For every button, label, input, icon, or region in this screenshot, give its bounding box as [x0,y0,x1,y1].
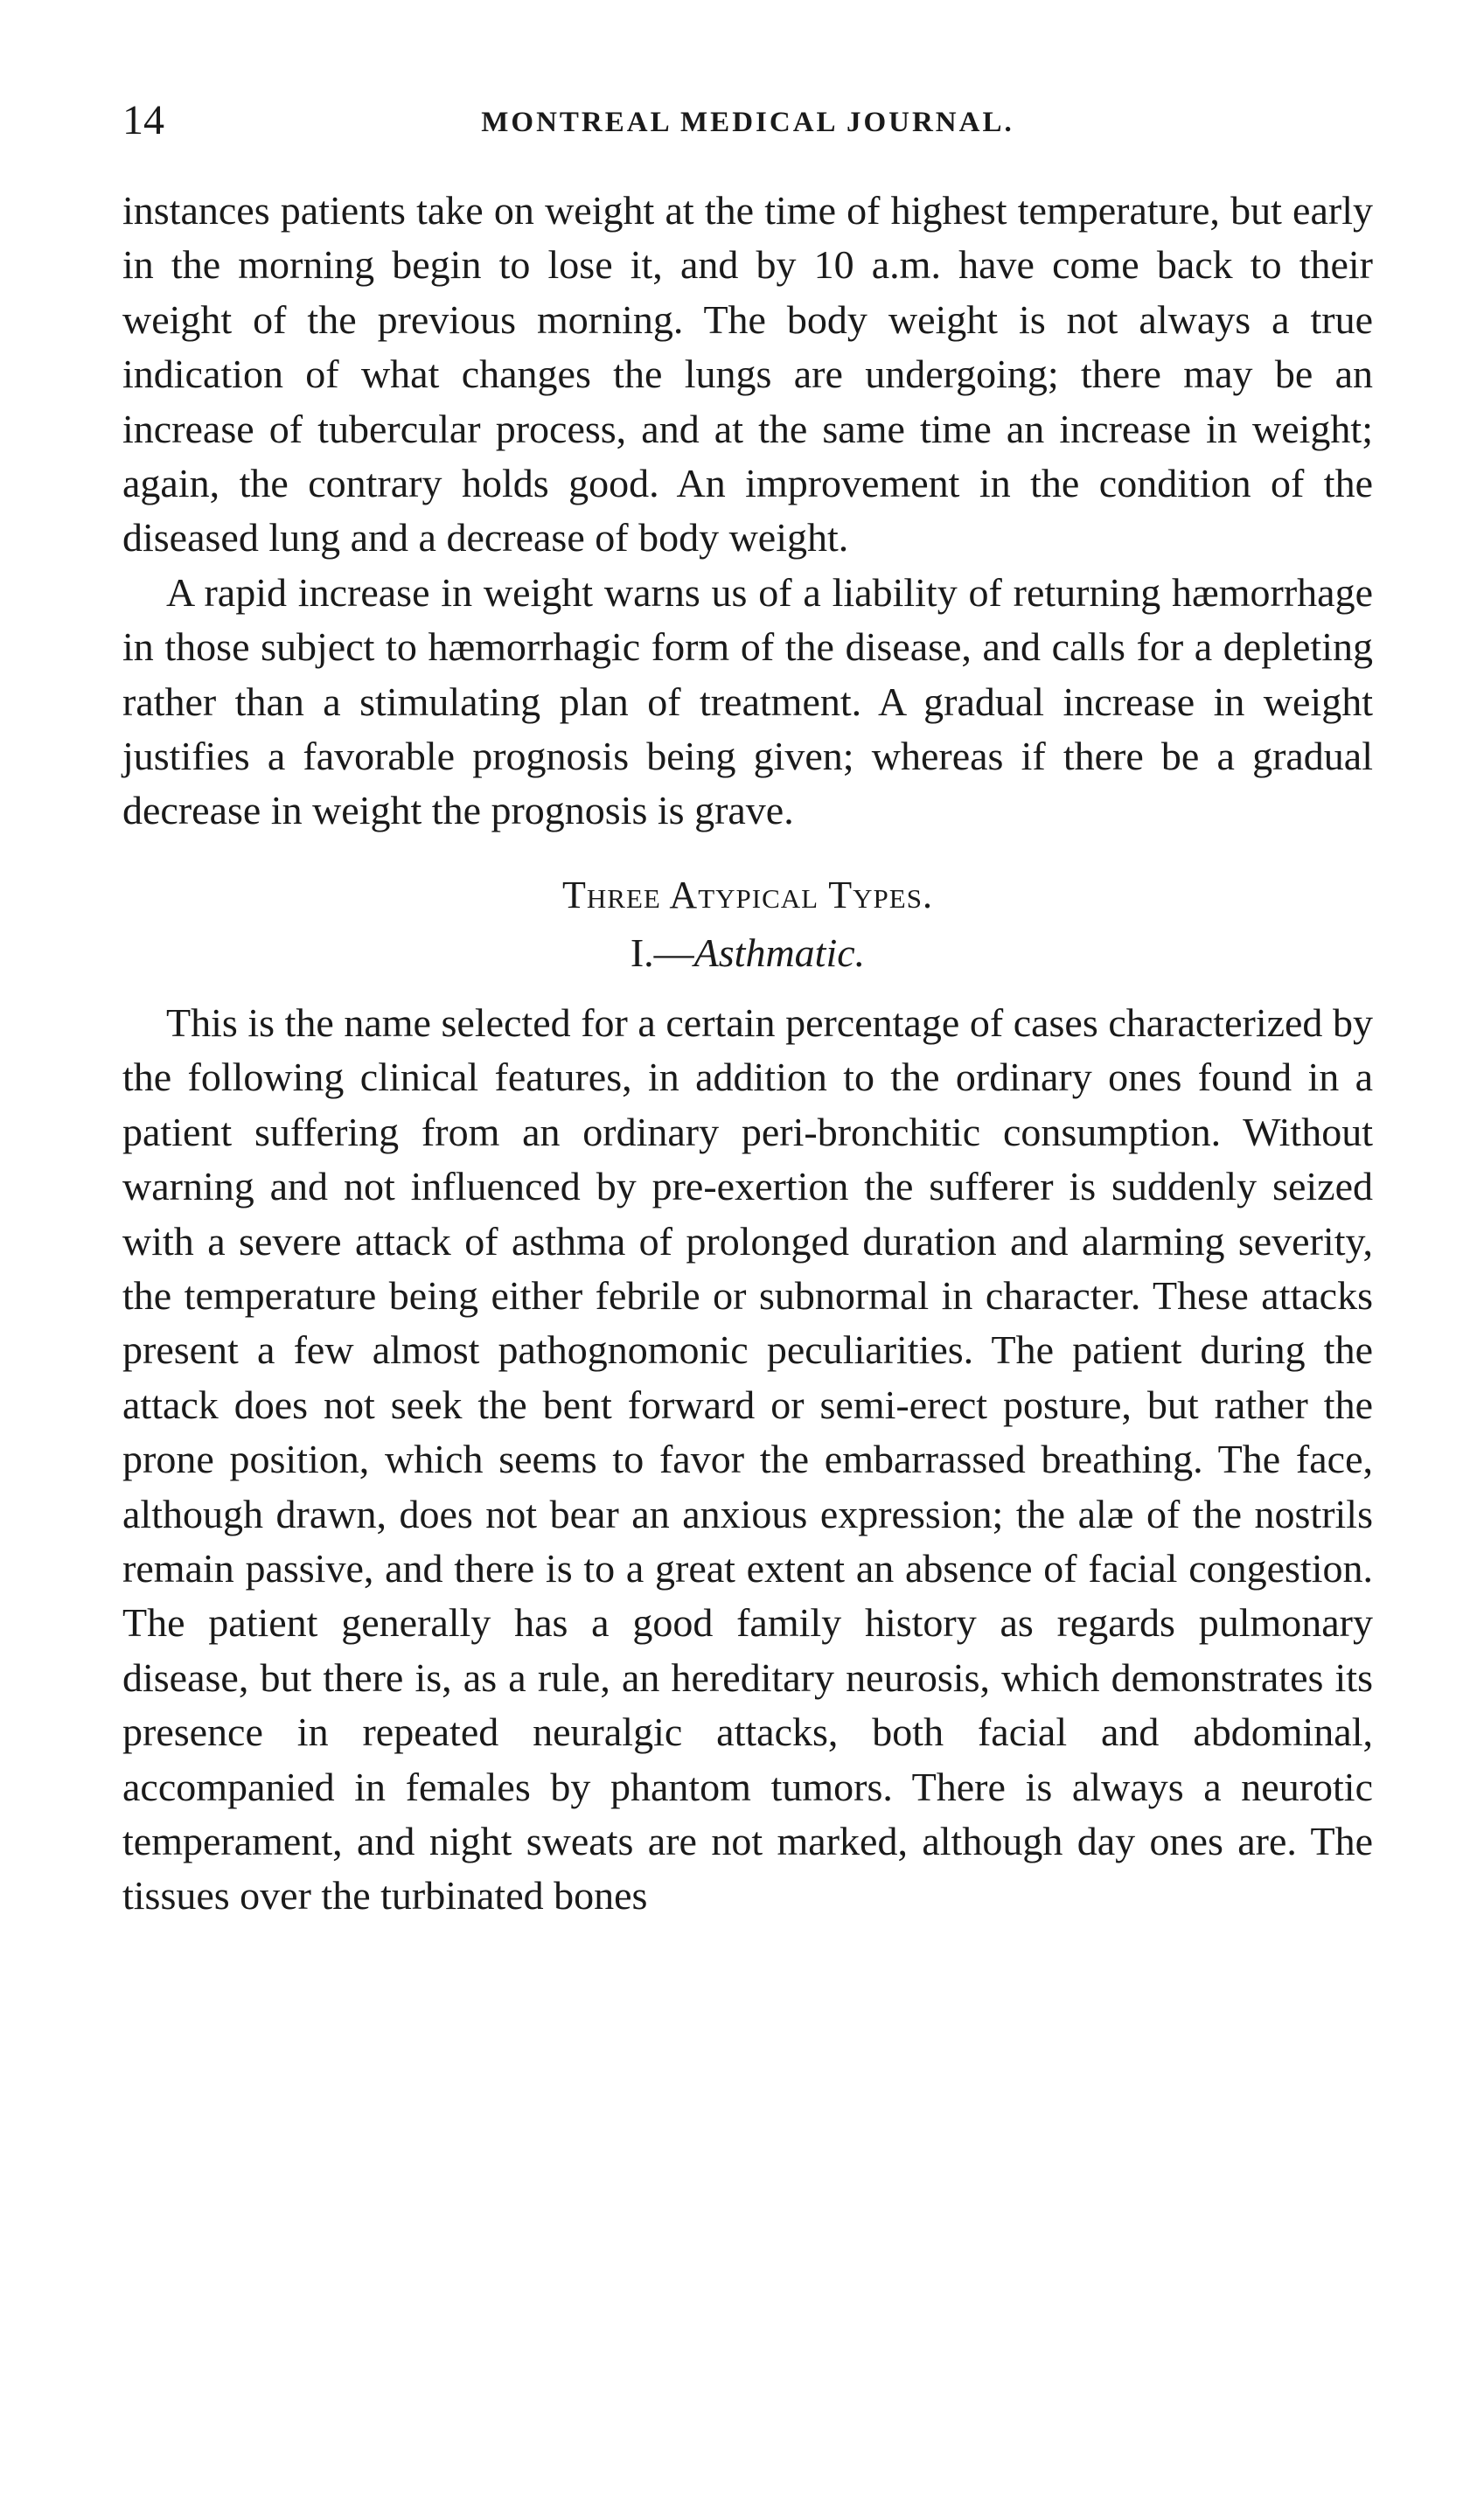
subheading-numeral: I.— [630,930,694,975]
running-header [122,94,1373,147]
paragraph-weight-prognosis: A rapid increase in weight warns us of a liability of returning hæmorrhage in those subject to hæmorrhagic form of the disease, and calls for a depleting rather than a stimulating plan of treatment. A gradual increase in weight justifies a favorable prognosis being given; whereas if there be a gradual decrease in weight the prognosis is grave. [122,569,1373,833]
subheading-title: Asthmatic. [693,930,866,975]
paragraph-asthmatic-type: This is the name selected for a certain percentage of cases characterized by the following clinical features, in addition to the ordinary ones found in a patient suffering from an ordinary peri-bronchitic consumption. Without warning and not influenced by pre-exertion the sufferer is suddenly seized with a severe attack of asthma of prolonged duration and alarming severity, the temperature being either febrile or subnormal in character. These attacks present a few almost pathognomonic peculiarities. The patient during the attack does not seek the bent forward or semi-erect posture, but rather the prone position, which seems to favor the embarrassed breathing. The face, although drawn, does not bear an anxious expression; the alæ of the nostrils remain passive, and there is to a great extent an absence of facial congestion. The patient generally has a good family history as regards pulmonary disease, but there is, as a rule, an hereditary neurosis, which demonstrates its presence in repeated neuralgic attacks, both facial and abdominal, accompanied in females by phantom tumors. There is always a neurotic temperament, and night sweats are not marked, although day ones are. The tissues over the turbinated bones [122,999,1373,1919]
subheading [122,926,1373,980]
journal-title: MONTREAL MEDICAL JOURNAL. [481,107,1014,138]
paragraph-weight-indication: instances patients take on weight at the time of highest temperature, but early in the morning begin to lose it, and by 10 a.m. have come back to their weight of the previous morning. The body weight is not always a true indication of what changes the lungs are undergoing; there may be an increase of tubercular process, and at the same time an increase in weight; again, the contrary holds good. An improvement in the condition of the diseased lung and a decrease of body weight. [122,188,1373,561]
body-text [122,184,1373,1924]
page-number: 14 [122,97,164,143]
section-heading: Three Atypical Types. [562,873,933,916]
